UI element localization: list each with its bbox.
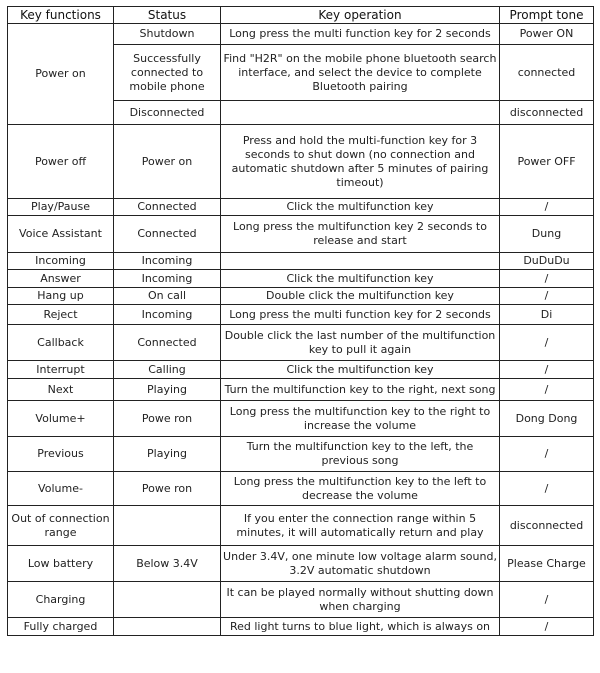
function-cell: Answer — [8, 270, 114, 288]
table-row — [8, 253, 594, 270]
operation-cell: It can be played normally without shutting down when charging — [221, 582, 500, 618]
status-cell: Incoming — [114, 270, 221, 288]
tone-cell: Dong Dong — [500, 401, 594, 437]
operation-cell: Long press the multifunction key 2 seconds to release and start — [221, 216, 500, 253]
table-row — [8, 379, 594, 401]
tone-cell: Dung — [500, 216, 594, 253]
header-key-functions: Key functions — [8, 7, 114, 24]
tone-cell: Please Charge — [500, 546, 594, 582]
status-cell: Powe ron — [114, 401, 221, 437]
table-row — [8, 288, 594, 305]
function-cell: Previous — [8, 437, 114, 472]
function-cell: Out of connection range — [8, 506, 114, 546]
table-row — [8, 546, 594, 582]
tone-cell: / — [500, 472, 594, 506]
tone-cell: / — [500, 361, 594, 379]
key-functions-table — [7, 6, 594, 636]
status-cell: Below 3.4V — [114, 546, 221, 582]
tone-cell: / — [500, 199, 594, 216]
status-cell: Connected — [114, 199, 221, 216]
operation-cell: Turn the multifunction key to the right, next song — [221, 379, 500, 401]
function-cell: Power on — [8, 24, 114, 125]
tone-cell: Power OFF — [500, 125, 594, 199]
header-prompt-tone: Prompt tone — [500, 7, 594, 24]
operation-cell: Long press the multifunction key to the left to decrease the volume — [221, 472, 500, 506]
table-row — [8, 216, 594, 253]
table-row — [8, 506, 594, 546]
table-header-row — [8, 7, 594, 24]
status-cell: On call — [114, 288, 221, 305]
tone-cell: / — [500, 379, 594, 401]
operation-cell: Click the multifunction key — [221, 270, 500, 288]
tone-cell: / — [500, 325, 594, 361]
status-cell: Incoming — [114, 305, 221, 325]
function-cell: Power off — [8, 125, 114, 199]
table-row — [8, 437, 594, 472]
table-row — [8, 24, 594, 45]
function-cell: Interrupt — [8, 361, 114, 379]
operation-cell: Double click the multifunction key — [221, 288, 500, 305]
table-row — [8, 472, 594, 506]
table-row — [8, 125, 594, 199]
status-cell: Playing — [114, 437, 221, 472]
table-row — [8, 199, 594, 216]
function-cell: Next — [8, 379, 114, 401]
status-cell: Powe ron — [114, 472, 221, 506]
header-key-operation: Key operation — [221, 7, 500, 24]
status-cell: Power on — [114, 125, 221, 199]
header-status: Status — [114, 7, 221, 24]
operation-cell — [221, 253, 500, 270]
operation-cell: Double click the last number of the multifunction key to pull it again — [221, 325, 500, 361]
status-cell — [114, 618, 221, 636]
function-cell: Charging — [8, 582, 114, 618]
status-cell: Playing — [114, 379, 221, 401]
function-cell: Volume- — [8, 472, 114, 506]
table-row — [8, 325, 594, 361]
tone-cell: Di — [500, 305, 594, 325]
key-functions-document — [7, 6, 593, 636]
tone-cell: / — [500, 437, 594, 472]
operation-cell: Turn the multifunction key to the left, the previous song — [221, 437, 500, 472]
table-row — [8, 305, 594, 325]
operation-cell: Long press the multi function key for 2 seconds — [221, 305, 500, 325]
operation-cell: Red light turns to blue light, which is always on — [221, 618, 500, 636]
status-cell: Connected — [114, 325, 221, 361]
status-cell — [114, 506, 221, 546]
function-cell: Reject — [8, 305, 114, 325]
operation-cell: Long press the multi function key for 2 seconds — [221, 24, 500, 45]
table-row — [8, 361, 594, 379]
status-cell: Calling — [114, 361, 221, 379]
function-cell: Callback — [8, 325, 114, 361]
operation-cell — [221, 101, 500, 125]
status-cell: Shutdown — [114, 24, 221, 45]
function-cell: Low battery — [8, 546, 114, 582]
tone-cell: DuDuDu — [500, 253, 594, 270]
table-row — [8, 582, 594, 618]
status-cell: Incoming — [114, 253, 221, 270]
function-cell: Incoming — [8, 253, 114, 270]
function-cell: Play/Pause — [8, 199, 114, 216]
tone-cell: disconnected — [500, 506, 594, 546]
status-cell: Connected — [114, 216, 221, 253]
status-cell: Disconnected — [114, 101, 221, 125]
operation-cell: Press and hold the multi-function key for 3 seconds to shut down (no connection and automatic shutdown after 5 minutes of pairing timeout) — [221, 125, 500, 199]
tone-cell: disconnected — [500, 101, 594, 125]
tone-cell: connected — [500, 45, 594, 101]
function-cell: Volume+ — [8, 401, 114, 437]
tone-cell: Power ON — [500, 24, 594, 45]
status-cell: Successfully connected to mobile phone — [114, 45, 221, 101]
operation-cell: Find "H2R" on the mobile phone bluetooth search interface, and select the device to complete Bluetooth pairing — [221, 45, 500, 101]
operation-cell: If you enter the connection range within 5 minutes, it will automatically return and play — [221, 506, 500, 546]
status-cell — [114, 582, 221, 618]
tone-cell: / — [500, 270, 594, 288]
function-cell: Hang up — [8, 288, 114, 305]
operation-cell: Click the multifunction key — [221, 361, 500, 379]
function-cell: Fully charged — [8, 618, 114, 636]
table-row — [8, 270, 594, 288]
table-row — [8, 401, 594, 437]
operation-cell: Under 3.4V, one minute low voltage alarm sound, 3.2V automatic shutdown — [221, 546, 500, 582]
tone-cell: / — [500, 618, 594, 636]
table-row — [8, 618, 594, 636]
function-cell: Voice Assistant — [8, 216, 114, 253]
tone-cell: / — [500, 288, 594, 305]
operation-cell: Long press the multifunction key to the right to increase the volume — [221, 401, 500, 437]
tone-cell: / — [500, 582, 594, 618]
operation-cell: Click the multifunction key — [221, 199, 500, 216]
